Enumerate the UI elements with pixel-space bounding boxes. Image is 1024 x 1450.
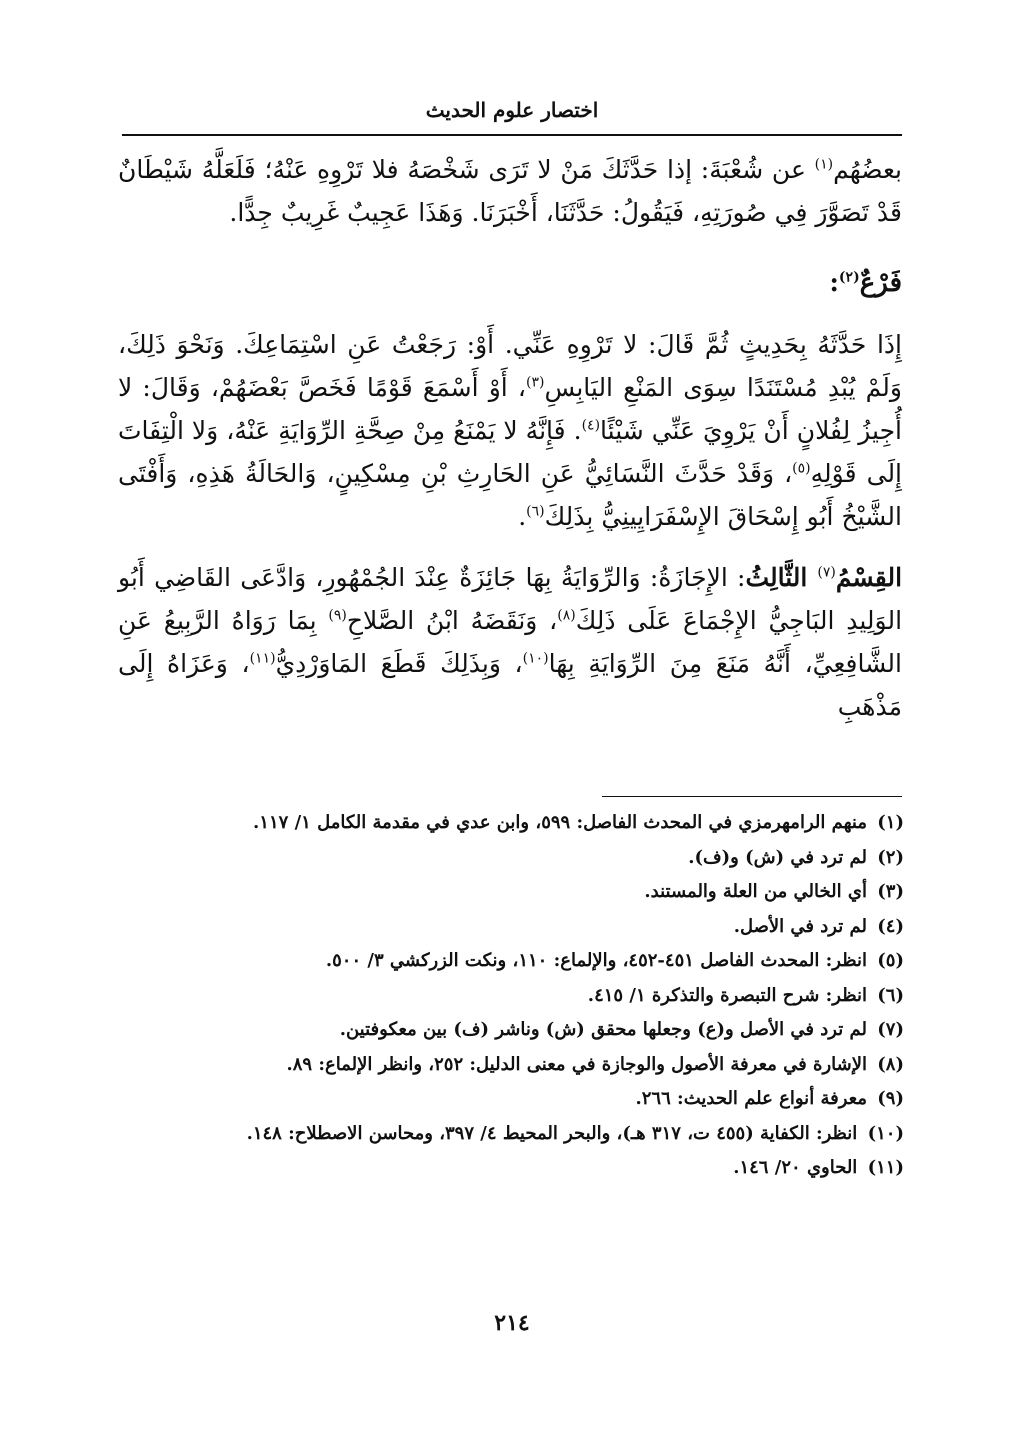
paragraph-2-text-2: ، أَوْ أَسْمَعَ قَوْمًا فَخَصَّ بَعْضَهُمْ، وَقَالَ: لا أُجِيزُ لِفُلانٍ أَنْ يَرْوِيَ عَنِّي شَيْئًا (118, 373, 902, 445)
paragraph-1-start: بعضُهُم (833, 155, 902, 184)
footnote (118, 875, 904, 910)
footnote-text: لم ترد في الأصل و(ع) وجعلها محقق (ش) وناشر (ف) بين معكوفتين. (339, 1019, 867, 1040)
footnote (118, 1048, 904, 1083)
footnote (118, 944, 904, 979)
footnote-rule (602, 796, 902, 797)
footnote-text: لم ترد في (ش) و(ف). (688, 846, 867, 868)
footnote-number: (٦) (877, 984, 904, 1006)
footnote-number: (٣) (877, 881, 904, 902)
main-text (118, 148, 902, 728)
footnote-ref-7: (٧) (817, 564, 836, 581)
footnote (118, 910, 904, 945)
paragraph-3-text-5: ، وَعَزَاهُ إِلَى مَذْهَبِ (118, 649, 902, 721)
paragraph-3-text-1: : الإِجَازَةُ: وَالرِّوَايَةُ بِهَا جَائِزَةٌ عِنْدَ الجُمْهُورِ، وَادَّعَى القَاضِي أَبُو الوَلِيدِ البَاجِيُّ الإِجْمَاعَ عَلَى ذَلِكَ (118, 563, 903, 635)
paragraph-3-text-3: بِمَا رَوَاهُ الرَّبِيعُ عَنِ الشَّافِعِيِّ، أَنَّهُ مَنَعَ مِنَ الرِّوَايَةِ بِهَا (118, 606, 902, 678)
footnote (118, 806, 904, 841)
footnote (118, 1013, 904, 1048)
footnote-ref-8: (٨) (557, 607, 576, 624)
paragraph-1-text: عن شُعْبَةَ: إذا حَدَّثَكَ مَنْ لا تَرَى شَخْصَهُ فلا تَرْوِهِ عَنْهُ؛ فَلَعَلَّهُ شَيْطَانٌ قَدْ تَصَوَّرَ فِي صُورَتِهِ، فَيَقُولُ: حَدَّثَنَا، أَخْبَرَنَا. وَهَذَا عَجِيبٌ غَرِيبٌ جِدًّا. (118, 155, 902, 227)
paragraph-2-text-3: . فَإِنَّهُ لا يَمْنَعُ مِنْ صِحَّةِ الرِّوَايَةِ عَنْهُ، وَلا الْتِفَاتَ إِلَى قَوْلِهِ (118, 416, 903, 488)
paragraph-1 (118, 148, 902, 234)
footnote (118, 1151, 904, 1186)
paragraph-2-text-4: ، وَقَدْ حَدَّثَ النَّسَائِيُّ عَنِ الحَارِثِ بْنِ مِسْكِينٍ، وَالحَالَةُ هَذِهِ، وَأَفْتَى الشَّيْخُ أَبُو إِسْحَاقَ الإِسْفَرَايِينِيُّ بِذَلِكَ (118, 459, 902, 531)
footnote-number: (٧) (877, 1019, 904, 1040)
footnote-text: لم ترد في الأصل. (733, 915, 867, 937)
footnote-text: الحاوي ٢٠/ ١٤٦. (733, 1157, 858, 1178)
footnote-number: (١١) (867, 1157, 904, 1178)
section-lead: القِسْمُ (835, 563, 903, 592)
page-number: ٢١٤ (494, 1310, 530, 1336)
footnote-ref-3: (٣) (525, 374, 545, 391)
section-lead-2: الثَّالِثُ (745, 563, 818, 592)
footnote-ref-2: (٢) (838, 269, 860, 286)
footnote-ref-11: (١١) (249, 650, 276, 667)
paragraph-3-text-2: ، وَنَقَضَهُ ابْنُ الصَّلاحِ (346, 606, 558, 635)
footnote-text: معرفة أنواع علم الحديث: ٢٦٦. (635, 1088, 867, 1109)
header-rule (122, 134, 902, 136)
footnote-ref-6: (٦) (526, 503, 545, 520)
running-head: اختصار علوم الحديث (425, 98, 599, 122)
footnote (118, 1117, 904, 1152)
paragraph-3-text-4: ، وَبِذَلِكَ قَطَعَ المَاوَرْدِيُّ (275, 649, 523, 678)
footnote (118, 841, 904, 876)
footnote-ref-1: (١) (814, 156, 834, 173)
section-heading-far (118, 262, 902, 305)
footnote-ref-5: (٥) (792, 460, 811, 477)
footnote-text: منهم الرامهرمزي في المحدث الفاصل: ٥٩٩، وابن عدي في مقدمة الكامل ١/ ١١٧. (253, 812, 867, 833)
paragraph-2-text-5: . (518, 502, 527, 531)
footnote-text: انظر: المحدث الفاصل ٤٥١-٤٥٢، والإلماع: ١١٠، ونكت الزركشي ٣/ ٥٠٠. (325, 950, 867, 971)
paragraph-3 (118, 556, 902, 728)
footnote-number: (٢) (877, 846, 904, 868)
footnote-number: (٤) (877, 915, 904, 937)
footnote (118, 979, 904, 1014)
footnote-text: الإشارة في معرفة الأصول والوجازة في معنى الدليل: ٢٥٢، وانظر الإلماع: ٨٩. (286, 1053, 867, 1075)
heading-word: فَرْعٌ (859, 268, 902, 298)
footnote-number: (٩) (877, 1088, 904, 1109)
footnote-ref-10: (١٠) (522, 650, 549, 667)
paragraph-2 (118, 323, 902, 538)
footnote-text: أي الخالي من العلة والمستند. (644, 881, 867, 902)
paragraph-2-text-1: إِذَا حَدَّثَهُ بِحَدِيثٍ ثُمَّ قَالَ: لا تَرْوِهِ عَنِّي. أَوْ: رَجَعْتُ عَنِ اسْتِمَاعِكَ. وَنَحْوَ ذَلِكَ، وَلَمْ يُبْدِ مُسْتَنَدًا سِوَى المَنْعِ اليَابِسِ (118, 330, 902, 402)
footnote (118, 1082, 904, 1117)
footnote-number: (٥) (877, 950, 904, 971)
footnote-number: (١) (877, 812, 904, 833)
footnote-text: انظر: الكفاية (٤٥٥ ت، ٣١٧ هـ)، والبحر المحيط ٤/ ٣٩٧، ومحاسن الاصطلاح: ١٤٨. (246, 1122, 858, 1144)
footnote-ref-9: (٩) (328, 607, 347, 624)
footnote-text: انظر: شرح التبصرة والتذكرة ١/ ٤١٥. (587, 984, 867, 1006)
footnote-number: (٨) (877, 1053, 904, 1075)
footnote-number: (١٠) (867, 1122, 904, 1144)
heading-colon: : (829, 268, 839, 298)
footnotes (118, 806, 904, 1186)
footnote-ref-4: (٤) (581, 417, 601, 434)
